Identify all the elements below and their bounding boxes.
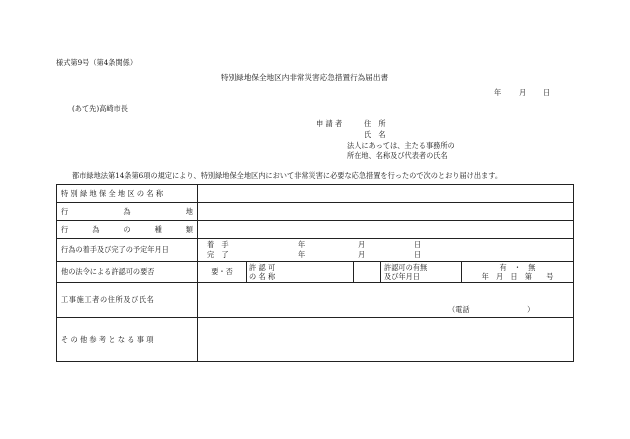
applicant-name-label: 氏 名	[364, 130, 386, 139]
start-label: 着 手	[207, 240, 229, 249]
form-number: 様式第9号（第4条関係）	[56, 58, 138, 67]
end-month: 月	[358, 250, 366, 259]
type-label: 行 為 の 種 類	[57, 221, 198, 239]
permission-need[interactable]: 要・否	[198, 262, 247, 283]
row-location	[57, 203, 574, 221]
end-label: 完 了	[207, 250, 229, 259]
start-day: 日	[414, 240, 422, 249]
applicant-note-1: 法人にあっては、主たる事務所の	[347, 141, 455, 150]
end-year: 年	[298, 250, 306, 259]
row-contractor	[57, 283, 574, 318]
document-title: 特別緑地保全地区内非常災害応急措置行為届出書	[221, 73, 389, 82]
applicant-address-label: 住 所	[364, 119, 386, 128]
permit-date-value[interactable]: 有 ・ 無 年 月 日 第 号	[462, 262, 574, 283]
date-month-label: 月	[519, 88, 527, 97]
applicant-label: 申 請 者	[316, 119, 343, 128]
end-day: 日	[414, 250, 422, 259]
row-dates	[57, 239, 574, 262]
row-type	[57, 221, 574, 239]
row-permission	[57, 262, 574, 283]
contractor-value[interactable]	[198, 283, 574, 318]
other-value[interactable]	[198, 318, 574, 362]
addressee: (あて先)高崎市長	[72, 104, 128, 113]
permit-name-cell[interactable]: 許 認 可 の 名 称	[247, 262, 354, 283]
date-day-label: 日	[543, 88, 551, 97]
area-name-value[interactable]	[198, 185, 574, 203]
location-label: 行 為 地	[57, 203, 198, 221]
date-year-label: 年	[494, 88, 502, 97]
notification-form-table	[56, 184, 574, 362]
applicant-note-2: 所在地、名称及び代表者の氏名	[347, 151, 448, 160]
other-label: そ の 他 参 考 と な る 事 項	[57, 318, 198, 362]
dates-value[interactable]	[198, 239, 574, 262]
area-name-label: 特別緑地保全地区の名称	[57, 185, 198, 203]
row-area-name	[57, 185, 574, 203]
statement: 都市緑地法第14条第6項の規定により、特別緑地保全地区内において非常災害に必要な応急措置を行ったので次のとおり届け出ます。	[72, 171, 503, 180]
row-other	[57, 318, 574, 362]
permit-name-value[interactable]	[354, 262, 381, 283]
dates-label: 行為の着手及び完了の予定年月日	[57, 239, 198, 262]
start-month: 月	[358, 240, 366, 249]
start-year: 年	[298, 240, 306, 249]
permit-date-label: 許認可の有無 及び年月日	[381, 262, 462, 283]
type-value[interactable]	[198, 221, 574, 239]
permission-label: 他の法令による許認可の要否	[57, 262, 198, 283]
phone-label: （電話 ）	[448, 305, 535, 314]
location-value[interactable]	[198, 203, 574, 221]
contractor-label: 工事施工者の住所及び氏名	[57, 283, 198, 318]
